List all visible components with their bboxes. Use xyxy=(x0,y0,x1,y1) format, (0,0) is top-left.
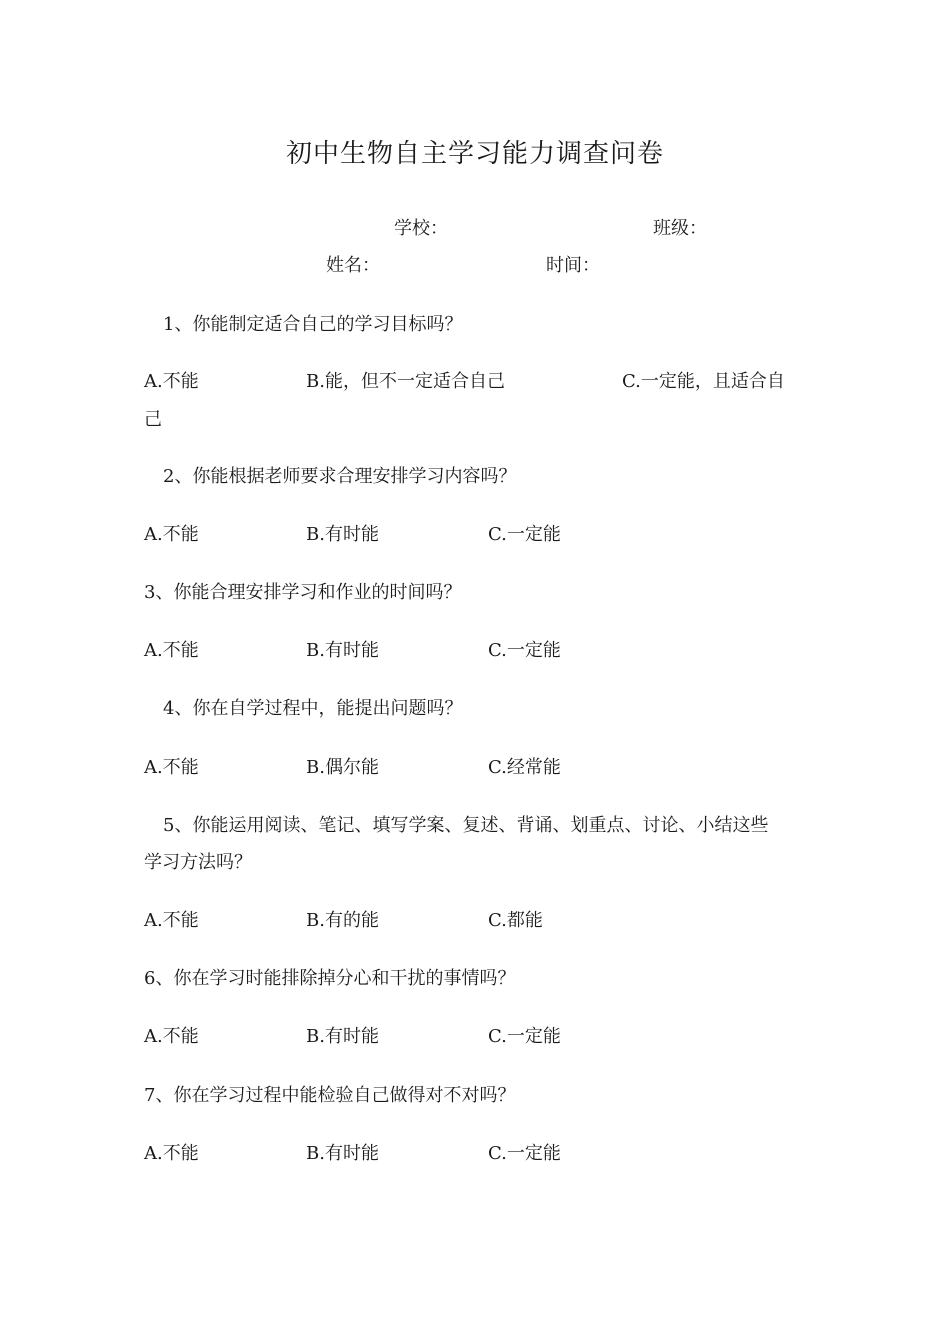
q6-option-c: C.一定能 xyxy=(488,1026,561,1047)
question-5-cont: 学习方法吗？ xyxy=(144,852,252,873)
question-4: 4、你在自学过程中，能提出问题吗？ xyxy=(163,698,463,719)
question-1: 1、你能制定适合自己的学习目标吗？ xyxy=(163,314,463,335)
q1-option-c: C.一定能，且适合自 xyxy=(622,371,785,392)
q1-option-a: A.不能 xyxy=(144,371,199,392)
q2-option-c: C.一定能 xyxy=(488,524,561,545)
time-label: 时间： xyxy=(546,255,600,276)
q3-option-c: C.一定能 xyxy=(488,640,561,661)
q7-option-b: B.有时能 xyxy=(306,1143,379,1164)
q2-option-a: A.不能 xyxy=(144,524,199,545)
q2-option-b: B.有时能 xyxy=(306,524,379,545)
q4-option-c: C.经常能 xyxy=(488,757,561,778)
question-2: 2、你能根据老师要求合理安排学习内容吗？ xyxy=(163,466,517,487)
q1-option-b: B.能，但不一定适合自己 xyxy=(306,371,505,392)
q7-option-a: A.不能 xyxy=(144,1143,199,1164)
q4-option-a: A.不能 xyxy=(144,757,199,778)
question-3: 3、你能合理安排学习和作业的时间吗？ xyxy=(144,582,462,603)
question-7: 7、你在学习过程中能检验自己做得对不对吗？ xyxy=(144,1085,516,1106)
q5-option-a: A.不能 xyxy=(144,910,199,931)
name-label: 姓名： xyxy=(326,255,380,276)
q1-option-c-wrap: 己 xyxy=(144,409,162,430)
q3-option-b: B.有时能 xyxy=(306,640,379,661)
q5-option-c: C.都能 xyxy=(488,910,543,931)
question-5: 5、你能运用阅读、笔记、填写学案、复述、背诵、划重点、讨论、小结这些 xyxy=(163,815,769,836)
q5-option-b: B.有的能 xyxy=(306,910,379,931)
q7-option-c: C.一定能 xyxy=(488,1143,561,1164)
question-6: 6、你在学习时能排除掉分心和干扰的事情吗？ xyxy=(144,968,516,989)
q3-option-a: A.不能 xyxy=(144,640,199,661)
school-label: 学校： xyxy=(394,218,448,239)
class-label: 班级： xyxy=(653,218,707,239)
q4-option-b: B.偶尔能 xyxy=(306,757,379,778)
page-title: 初中生物自主学习能力调查问卷 xyxy=(285,139,664,169)
q6-option-a: A.不能 xyxy=(144,1026,199,1047)
q6-option-b: B.有时能 xyxy=(306,1026,379,1047)
